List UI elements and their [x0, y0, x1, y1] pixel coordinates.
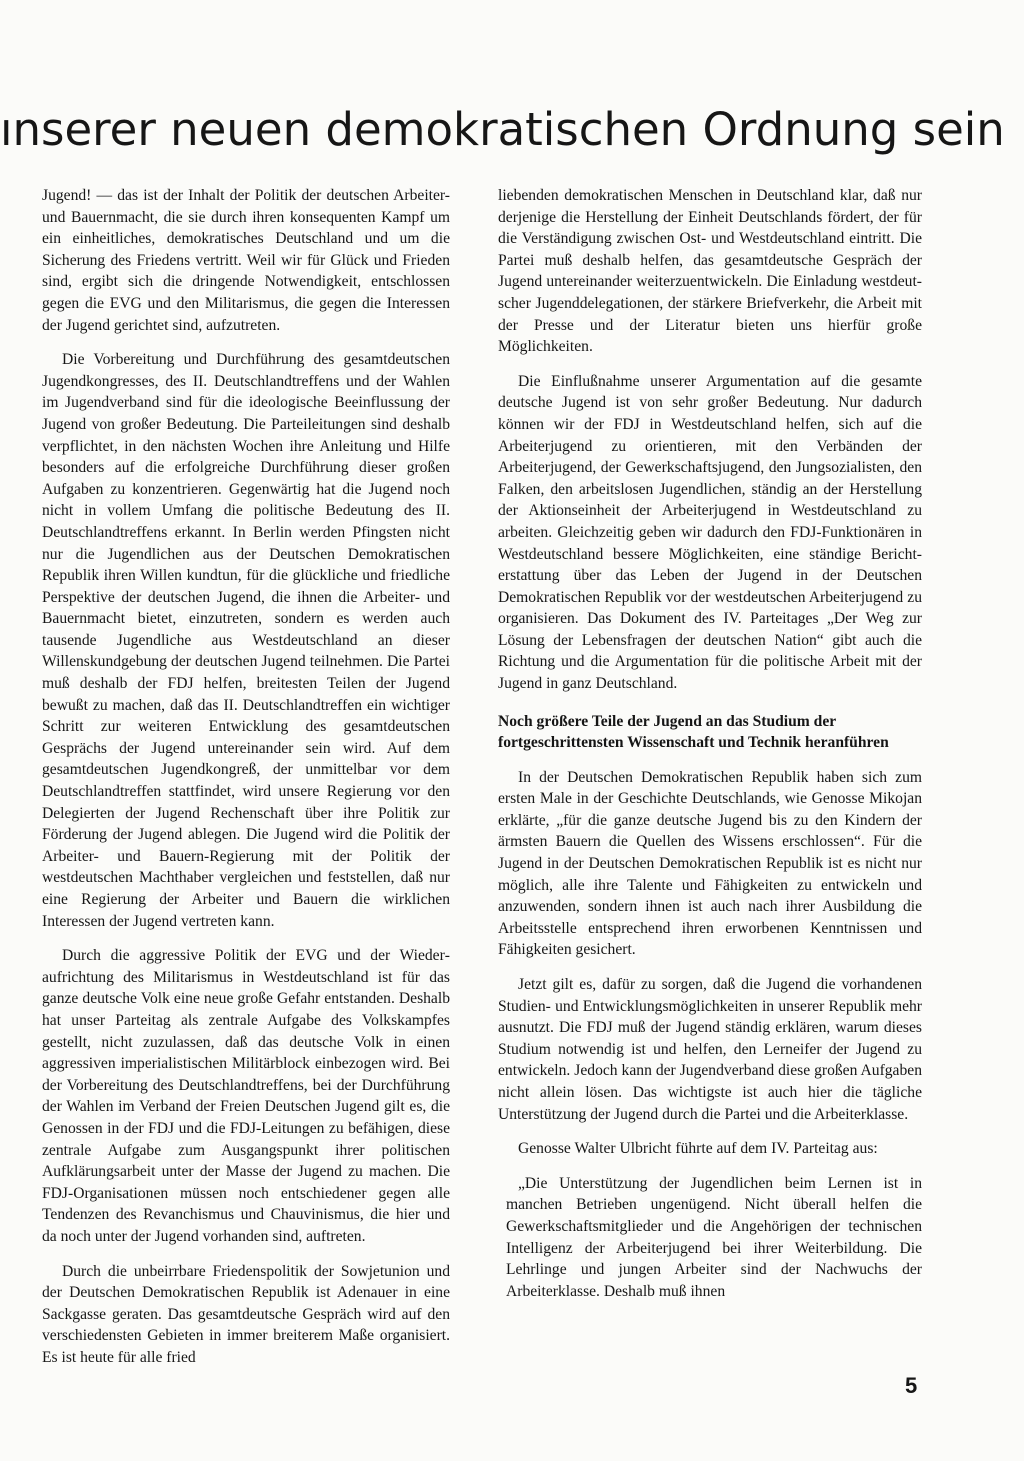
quotation: „Die Unterstützung der Jugendlichen beim Lernen ist in manchen Betrieben ungenügend. Nicht überall helfen die Gewerkschaftsmitglieder und die Angehörigen der technischen Intelligenz der Arbeiterjugend bei ihrer Weiterbildung. Die Lehrlinge und jungen Arbeiter sind der Nachwuchs der Arbeiterklasse. Deshalb muß ihnen	[506, 1174, 922, 1300]
section-heading: Noch größere Teile der Jugend an das Studium der fortgeschrittensten Wissenschaft und Technik heranführen	[498, 712, 889, 751]
paragraph: In der Deutschen Demokratischen Republik haben sich zum ersten Male in der Geschichte Deutschlands, wie Genosse Mikojan erklärte, „für die ganze deutsche Jugend bis zu den Kindern der ärmsten Bauern die Quellen des Wissens erschlossen“. Für die Jugend in der Deutschen Demokratischen Republik ist es nicht nur möglich, alle ihre Talente und Fähigkeiten zu entwickeln und anzuwenden, sondern ihnen ist auch nach ihrer Ausbildung die Arbeitsstelle entsprechend ihren erworbenen Kenntnissen und Fähigkeiten gesichert.	[498, 768, 922, 959]
right-column	[498, 185, 922, 1315]
paragraph: Durch die unbeirrbare Friedenspolitik der Sowjetunion und der Deutschen Demokratischen Republik ist Adenauer in eine Sackgasse geraten. Das gesamtdeutsche Gespräch wird auf den verschiedensten Gebieten in immer breiterem Maße organisiert. Es ist heute für alle fried	[42, 1262, 450, 1366]
paragraph: Jugend! — das ist der Inhalt der Politik der deutschen Arbeiter- und Bauernmacht, die sie durch ihren konsequenten Kampf um ein einheitliches, demokratisches Deutschland und um die Sicherung des Friedens vertritt. Weil wir für Glück und Frieden sind, ergibt sich die dringende Notwendigkeit, entschlossen gegen die EVG und den Militarismus, die gegen die Interessen der Jugend gerichtet sind, aufzutreten.	[42, 187, 450, 334]
paragraph: Die Vorbereitung und Durchführung des gesamtdeutschen Jugendkongresses, des II. Deutschlandtreffens und der Wahlen im Jugendverband sind für die ideologische Beeinflussung der Jugend von großer Bedeutung. Die Parteileitungen sind deshalb verpflichtet, in den nächsten Wochen ihre Anleitung und Hilfe besonders auf die erfolgreiche Durchführung dieser großen Aufgaben zu konzentrieren. Gegenwärtig hat die Jugend noch nicht in vollem Umfang die politische Bedeutung des II. Deutschlandtreffens erkannt. In Berlin werden Pfingsten nicht nur die Jugendlichen aus der Deutschen Demokratischen Republik ihren Willen kundtun, für die glückliche und friedliche Perspektive der deutschen Jugend, die ihnen die Arbeiter- und Bauernmacht bietet, einzutreten, sondern es werden auch tausende Jugendliche aus Westdeutschland an dieser Willenskundgebung der deutschen Jugend teilnehmen. Die Partei muß deshalb der FDJ helfen, breitesten Teilen der Jugend bewußt zu machen, daß das II. Deutschlandtreffen ein wichtiger Schritt zur weiteren Entwicklung des gesamtdeutschen Gesprächs der Jugend untereinander sein wird. Auf dem gesamtdeutschen Jugendkongreß, der unmittelbar vor dem Deutschlandtreffen stattfindet, wird unsere Regierung vor den Delegierten der Jugend Rechenschaft über ihre Politik zur Förderung der Jugend ablegen. Die Jugend wird die Politik der Arbeiter- und Bauern-Regierung mit der Politik der westdeutschen Machthaber vergleichen und feststellen, daß nur eine Regierung der Arbeiter und Bauern die wirklichen Interessen der Jugend vertreten kann.	[42, 351, 450, 930]
paragraph: Durch die aggressive Politik der EVG und der Wiederaufrichtung des Militarismus in Westdeutschland ist für das ganze deutsche Volk eine neue große Gefahr entstanden. Deshalb hat unser Parteitag als zentrale Aufgabe des Volkskampfes gestellt, nicht zuzulassen, daß das deutsche Volk in einen aggressiven imperialistischen Militärblock einbezogen wird. Bei der Vorbereitung des Deutschlandtreffens, bei der Durchführung der Wahlen im Verband der Freien Deutschen Jugend gilt es, die Genossen in der FDJ und die FDJ-Leitungen zu befähigen, diese zentrale Aufgabe zum Ausgangspunkt ihrer politischen Aufklärungsarbeit unter der Masse der Jugend zu machen. Die FDJ-Organisationen müssen noch entschiedener gegen alle Tendenzen des Revanchismus und Chauvinismus, die hier und da noch unter der Jugend vorhanden sind, auftreten.	[42, 947, 450, 1245]
left-column	[42, 185, 450, 1381]
headline: ınserer neuen demokratischen Ordnung sein	[0, 103, 1005, 156]
paragraph: Die Einflußnahme unserer Argumentation auf die gesamte deutsche Jugend ist von sehr großer Bedeutung. Nur dadurch können wir der FDJ in Westdeutschland helfen, sich auf die Arbeiterjugend zu orientieren, mit den Verbänden der Arbeiterjugend, der Gewerkschaftsjugend, den Jungsozialisten, den Falken, den arbeitslosen Jugendlichen, ständig an der Herstellung der Aktionseinheit der Arbeiterjugend in Westdeutschland zu arbeiten. Gleichzeitig geben wir dadurch den FDJ-Funktionären in Westdeutschland bessere Möglichkeiten, eine ständige Berichterstattung über das Leben der Jugend in der Deutschen Demokratischen Republik vor der westdeutschen Arbeiterjugend zu organisieren. Das Dokument des IV. Parteitages „Der Weg zur Lösung der Lebensfragen der deutschen Nation“ gibt auch die Richtung und die Argumentation für die politische Arbeit mit der Jugend in ganz Deutschland.	[498, 372, 922, 693]
page-number: 5	[905, 1373, 918, 1398]
paragraph: liebenden demokratischen Menschen in Deutschland klar, daß nur derjenige die Herstellung der Einheit Deutschlands fördert, der für die Verständigung zwischen Ost- und Westdeutschland eintritt. Die Partei muß deshalb helfen, das gesamtdeutsche Gespräch der Jugend untereinander weiterzuentwickeln. Die Einladung westdeutscher Jugenddelegationen, der stärkere Briefverkehr, die Arbeit mit der Presse und der Literatur bieten uns hierfür große Möglichkeiten.	[498, 187, 922, 356]
paragraph: Genosse Walter Ulbricht führte auf dem IV. Parteitag aus:	[518, 1140, 878, 1158]
paragraph: Jetzt gilt es, dafür zu sorgen, daß die Jugend die vorhandenen Studien- und Entwicklungsmöglichkeiten in unserer Republik mehr ausnutzt. Die FDJ muß der Jugend ständig erklären, warum dieses Studium notwendig ist und helfen, den Lerneifer der Jugend zu entwickeln. Jedoch kann der Jugendverband diese großen Aufgaben nicht allein lösen. Das wichtigste ist auch hier die tägliche Unterstützung der Jugend durch die Partei und die Arbeiterklasse.	[498, 976, 922, 1123]
